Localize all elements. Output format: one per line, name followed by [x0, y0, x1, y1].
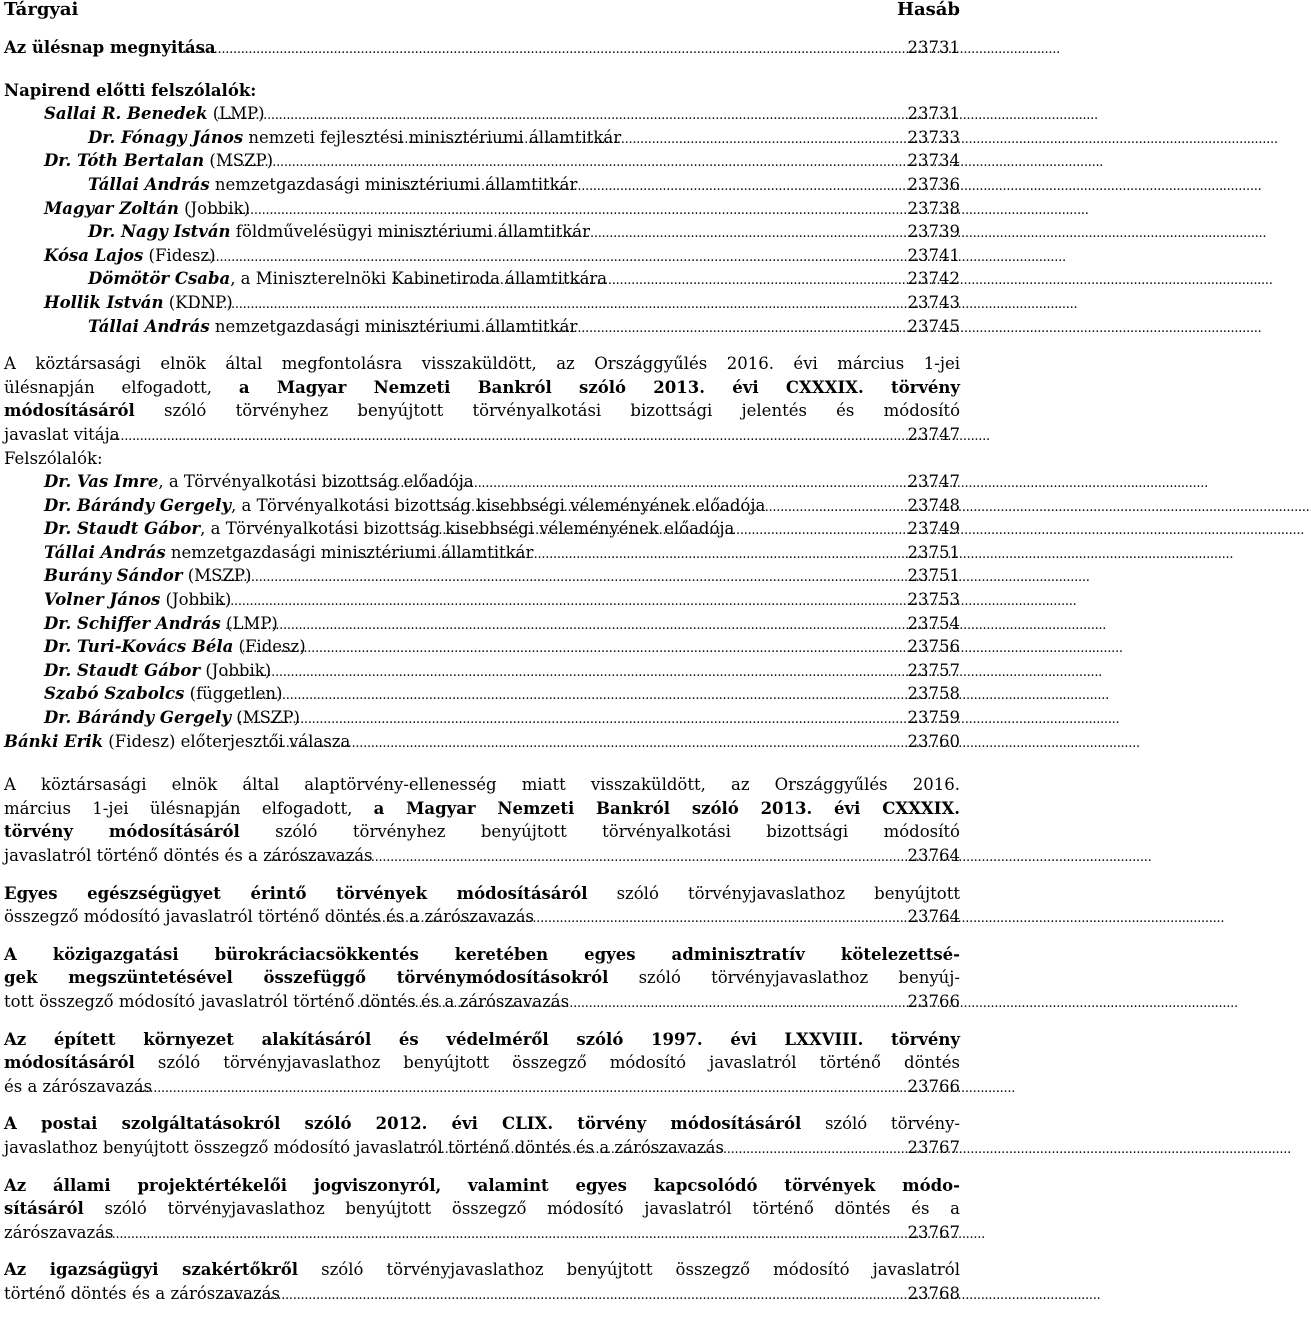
toc-item-1	[4, 352, 960, 753]
speaker-name: Dr. Turi-Kovács Béla	[44, 637, 234, 657]
speaker-role: (Fidesz)	[233, 637, 306, 657]
speaker-name: Dr. Schiffer András	[44, 613, 221, 633]
dot-leader	[352, 541, 905, 567]
entry-label	[44, 517, 735, 541]
dot-leader	[196, 291, 905, 317]
speaker-role: (KDNP)	[163, 292, 233, 312]
speakers-list	[4, 470, 960, 730]
item-line: Egyes egészségügyet érintő törvények módosításáról szóló törvényjavaslathoz benyújtott	[4, 883, 960, 903]
entry-page: 23757	[907, 660, 960, 680]
dot-leader	[217, 102, 906, 128]
speaker-name: Tállai András	[88, 316, 210, 336]
speaker-name: Dr. Staudt Gábor	[44, 660, 201, 680]
toc-item-8	[4, 1258, 960, 1305]
entry-page: 23748	[907, 495, 960, 515]
entry-label	[44, 149, 274, 173]
entry-label	[44, 102, 265, 126]
item-last-line: javaslat vitája . . . 23747	[4, 423, 960, 447]
entry-page: 23764	[907, 846, 960, 865]
toc-speaker-entry	[4, 315, 960, 339]
dot-leader	[225, 612, 905, 638]
speaker-role: , a Törvényalkotási bizottság előadója	[158, 472, 474, 492]
speaker-role: földművelésügyi minisztériumi államtitkár	[230, 222, 591, 242]
dot-leader	[397, 126, 906, 152]
toc-speaker-entry	[4, 635, 960, 659]
entry-label	[44, 244, 216, 268]
item-last-line: és a zárószavazás . . . 23766	[4, 1075, 960, 1099]
speaker-name: Tállai András	[88, 174, 210, 194]
dot-leader	[392, 267, 906, 293]
entry-label	[44, 612, 278, 636]
dot-leader	[423, 517, 906, 543]
entry-page: 23754	[907, 613, 960, 633]
toc-speaker-entry	[4, 588, 960, 612]
dot-leader	[222, 149, 905, 175]
entry-page: 23767	[907, 1137, 960, 1157]
entry-page: 23749	[907, 519, 960, 539]
entry-label: Az ülésnap megnyitása	[4, 38, 216, 57]
dot-leader	[109, 423, 906, 449]
dot-leader	[104, 1221, 906, 1247]
speaker-name: Sallai R. Benedek	[44, 104, 208, 124]
toc-speaker-entry	[4, 149, 960, 173]
speaker-role: (független)	[184, 684, 283, 704]
entry-page: 23766	[907, 1076, 960, 1096]
dot-leader	[207, 197, 905, 223]
speaker-role: nemzeti fejlesztési minisztériumi államtitkár	[243, 127, 622, 147]
dot-leader	[380, 173, 905, 199]
speaker-name: Magyar Zoltán	[44, 198, 179, 218]
item-line: Az állami projektértékelői jogviszonyról, valamint egyes kapcsolódó törvények módo-	[4, 1175, 960, 1195]
item-last-line: történő döntés és a zárószavazás . . . 23768	[4, 1282, 960, 1306]
entry-label	[88, 315, 578, 339]
dot-leader	[242, 635, 906, 661]
entry-page: 23767	[907, 1222, 960, 1242]
dot-leader	[179, 36, 906, 62]
entry-label	[44, 682, 283, 706]
entry-label	[44, 494, 766, 518]
speaker-role: , a Törvényalkotási bizottság kisebbségi véleményének előadója	[231, 495, 766, 515]
entry-label	[44, 291, 233, 315]
toc-speaker-entry	[4, 517, 960, 541]
item-last-line: összegző módosító javaslatról történő döntés és a zárószavazás . . . 23764	[4, 905, 960, 929]
dot-leader	[259, 730, 906, 756]
toc-speaker-entry	[4, 659, 960, 683]
speaker-name: Dr. Fónagy János	[88, 127, 244, 147]
entry-label	[44, 588, 232, 612]
toc-header	[4, 0, 960, 22]
speaker-role: (LMP)	[220, 613, 278, 633]
dot-leader	[357, 990, 906, 1016]
toc-speaker-entry	[4, 706, 960, 730]
item-line: A köztársasági elnök által alaptörvény-ellenesség miatt visszaküldött, az Országgyűlés 2016.	[4, 775, 960, 795]
speaker-name: Dömötör Csaba	[88, 269, 231, 289]
item-last-line: javaslathoz benyújtott összegző módosító javaslatról történő döntés és a zárószavazás . . . 23767	[4, 1136, 960, 1160]
item-line: sításáról szóló törvényjavaslathoz benyújtott összegző módosító javaslatról történő döntés és a	[4, 1199, 960, 1219]
section-title-preagenda: Napirend előtti felszólalók:	[4, 80, 257, 100]
toc-item-6	[4, 1112, 960, 1159]
dot-leader	[219, 1282, 905, 1308]
entry-page: 23760	[907, 731, 960, 751]
speaker-role: (Jobbik)	[178, 198, 250, 218]
toc-speaker-entry	[4, 267, 960, 291]
entry-page: 23766	[907, 991, 960, 1011]
toc-speaker-entry	[4, 541, 960, 565]
speaker-role: (Jobbik)	[200, 660, 272, 680]
toc-speaker-entry	[4, 291, 960, 315]
toc-speaker-entry	[4, 682, 960, 706]
toc-speaker-entry	[4, 612, 960, 636]
speaker-name: Hollik István	[44, 292, 164, 312]
dot-leader	[343, 905, 905, 931]
toc-entry-opening	[4, 36, 960, 60]
speaker-role: (MSZP)	[204, 151, 274, 171]
entry-page: 23736	[907, 174, 960, 194]
speaker-name: Tállai András	[44, 542, 166, 562]
toc-speaker-entry	[4, 470, 960, 494]
item-last-line: tott összegző módosító javaslatról történő döntés és a zárószavazás . . . 23766	[4, 990, 960, 1014]
speaker-name: Kósa Lajos	[44, 245, 144, 265]
entry-page: 23734	[907, 151, 960, 171]
toc-speaker-entry	[4, 564, 960, 588]
entry-page: 23751	[907, 542, 960, 562]
entry-label	[44, 659, 272, 683]
toc-speaker-entry	[4, 244, 960, 268]
speaker-name: Dr. Tóth Bertalan	[44, 151, 205, 171]
toc-speaker-entry	[4, 494, 960, 518]
toc-speaker-entry	[4, 220, 960, 244]
entry-label	[88, 220, 591, 244]
item-line: gek megszüntetésével összefüggő törvénymódosításokról szóló törvényjavaslathoz benyúj-	[4, 968, 960, 988]
entry-label	[44, 541, 534, 565]
entry-label	[44, 635, 306, 659]
dot-leader	[410, 1136, 906, 1162]
item-last-line: zárószavazás . . . 23767	[4, 1221, 960, 1245]
item-line: A postai szolgáltatásokról szóló 2012. évi CLIX. törvény módosításáról szóló törvény-	[4, 1114, 960, 1134]
dot-leader	[380, 315, 905, 341]
dot-leader	[208, 564, 905, 590]
entry-page: 23747	[907, 424, 960, 444]
speaker-name: Volner János	[44, 590, 161, 610]
item-line: A köztársasági elnök által megfontolásra visszaküldött, az Országgyűlés 2016. évi március 1-jei	[4, 354, 960, 374]
header-subjects: Tárgyai	[4, 0, 79, 20]
speaker-name: Dr. Vas Imre	[44, 472, 159, 492]
speaker-name: Szabó Szabolcs	[44, 684, 185, 704]
item-line: Az épített környezet alakításáról és védelméről szóló 1997. évi LXXVIII. törvény	[4, 1029, 960, 1049]
speaker-name: Dr. Bárándy Gergely	[44, 708, 232, 728]
speaker-role: nemzetgazdasági minisztériumi államtitkár	[209, 316, 578, 336]
toc-speaker-entry	[4, 197, 960, 221]
item-line: törvény módosításáról szóló törvényhez benyújtott törvényalkotási bizottsági módosító	[4, 822, 960, 842]
entry-page: 23756	[907, 637, 960, 657]
entry-page: 23738	[907, 198, 960, 218]
speaker-role: (Jobbik)	[160, 590, 232, 610]
dot-leader	[221, 659, 906, 685]
speaker-closing: Bánki Erik (Fidesz) előterjesztői válasza . . . 23760	[4, 730, 960, 754]
item-line: Az igazságügyi szakértőkről szóló törvényjavaslathoz benyújtott összegző módosító javaslatról	[4, 1260, 960, 1280]
entry-label	[44, 197, 250, 221]
speakers-title: Felszólalók:	[4, 448, 103, 468]
speaker-role: (MSZP)	[231, 708, 300, 728]
speaker-role: nemzetgazdasági minisztériumi államtitkár	[209, 174, 578, 194]
dot-leader	[327, 470, 906, 496]
entry-label	[44, 564, 252, 588]
dot-leader	[185, 244, 906, 270]
entry-page: 23751	[907, 566, 960, 586]
entry-page: 23733	[907, 127, 960, 147]
dot-leader	[134, 1075, 906, 1101]
entry-label	[88, 267, 608, 291]
dot-leader	[228, 682, 906, 708]
speaker-role: , a Törvényalkotási bizottság kisebbségi véleményének előadója	[200, 519, 735, 539]
item-line: A közigazgatási bürokráciacsökkentés keretében egyes adminisztratív kötelezettsé-	[4, 944, 960, 964]
entry-page: 23742	[907, 269, 960, 289]
entry-page: 23758	[907, 684, 960, 704]
item-last-line: javaslatról történő döntés és a zárószavazás . . . 23764	[4, 844, 960, 868]
entry-label	[88, 173, 578, 197]
dot-leader	[385, 220, 905, 246]
dot-leader	[432, 494, 905, 520]
entry-page: 23753	[907, 590, 960, 610]
dot-leader	[195, 588, 905, 614]
toc-item-2	[4, 773, 960, 867]
speaker-role: (LMP)	[207, 104, 265, 124]
speaker-role: , a Miniszterelnöki Kabinetiroda államtitkára	[230, 269, 608, 289]
speaker-role: nemzetgazdasági minisztériumi államtitkár	[165, 542, 534, 562]
toc-speaker-entry	[4, 126, 960, 150]
entry-page: 23747	[907, 472, 960, 492]
toc-item-3	[4, 882, 960, 929]
entry-page: 23768	[907, 1283, 960, 1303]
item-line: módosításáról szóló törvényjavaslathoz benyújtott összegző módosító javaslatról történő döntés	[4, 1053, 960, 1073]
entry-page: 23731	[907, 104, 960, 124]
entry-label	[44, 470, 474, 494]
entry-label	[88, 126, 622, 150]
speaker-name: Dr. Bárándy Gergely	[44, 495, 232, 515]
dot-leader	[270, 844, 905, 870]
speaker-name: Burány Sándor	[44, 566, 183, 586]
item-line: ülésnapján elfogadott, a Magyar Nemzeti Bankról szóló 2013. évi CXXXIX. törvény	[4, 377, 960, 397]
header-column: Hasáb	[896, 0, 960, 20]
toc-speaker-entry	[4, 102, 960, 126]
entry-page: 23741	[907, 245, 960, 265]
preagenda-list	[4, 102, 960, 338]
toc-item-5	[4, 1028, 960, 1099]
entry-page: 23731	[907, 38, 960, 57]
entry-page: 23743	[907, 292, 960, 312]
item-line: módosításáról szóló törvényhez benyújtott törvényalkotási bizottsági jelentés és módosító	[4, 401, 960, 421]
toc-speaker-entry	[4, 173, 960, 197]
entry-page: 23759	[907, 708, 960, 728]
speaker-name: Dr. Nagy István	[88, 222, 231, 242]
entry-label	[44, 706, 300, 730]
entry-page: 23745	[907, 316, 960, 336]
speaker-role: (Fidesz)	[143, 245, 216, 265]
speaker-name: Dr. Staudt Gábor	[44, 519, 201, 539]
toc-item-4	[4, 943, 960, 1014]
entry-page: 23739	[907, 222, 960, 242]
dot-leader	[238, 706, 905, 732]
item-line: március 1-jei ülésnapján elfogadott, a Magyar Nemzeti Bankról szóló 2013. évi CXXXIX.	[4, 798, 961, 818]
speaker-role: (MSZP)	[182, 566, 252, 586]
toc-item-7	[4, 1174, 960, 1245]
entry-page: 23764	[907, 907, 960, 927]
